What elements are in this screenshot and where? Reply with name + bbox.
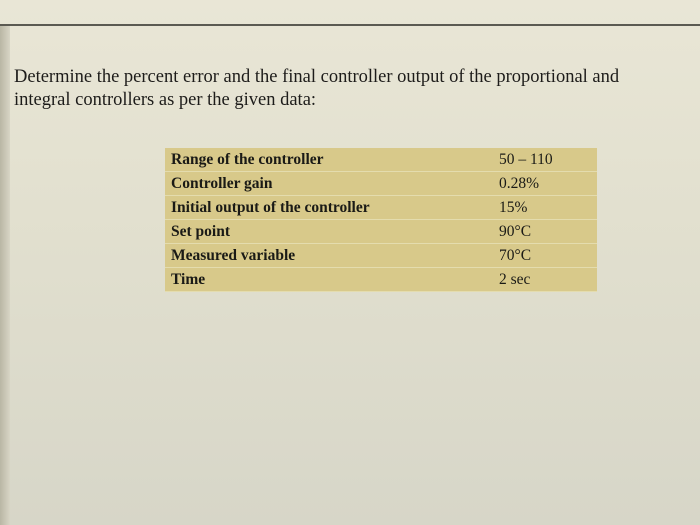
top-divider (0, 24, 700, 26)
row-value: 70°C (489, 244, 597, 268)
row-label: Controller gain (165, 172, 467, 196)
table-row (165, 220, 597, 244)
row-value: 50 – 110 (489, 148, 597, 172)
table-row (165, 196, 597, 220)
given-data-table (165, 148, 597, 292)
row-value: 15% (489, 196, 597, 220)
question-line-2: integral controllers as per the given data: (14, 90, 317, 110)
row-label: Set point (165, 220, 467, 244)
row-label: Initial output of the controller (165, 196, 467, 220)
row-label: Time (165, 268, 467, 292)
question-line-1: Determine the percent error and the final controller output of the proportional and (14, 67, 620, 87)
row-label: Range of the controller (165, 148, 467, 172)
table-row (165, 244, 597, 268)
row-value: 0.28% (489, 172, 597, 196)
question-text (14, 66, 694, 112)
page-edge (0, 26, 10, 525)
row-value: 90°C (489, 220, 597, 244)
table-row (165, 148, 597, 172)
row-value: 2 sec (489, 268, 597, 292)
row-label: Measured variable (165, 244, 467, 268)
table-row (165, 268, 597, 292)
table-row (165, 172, 597, 196)
